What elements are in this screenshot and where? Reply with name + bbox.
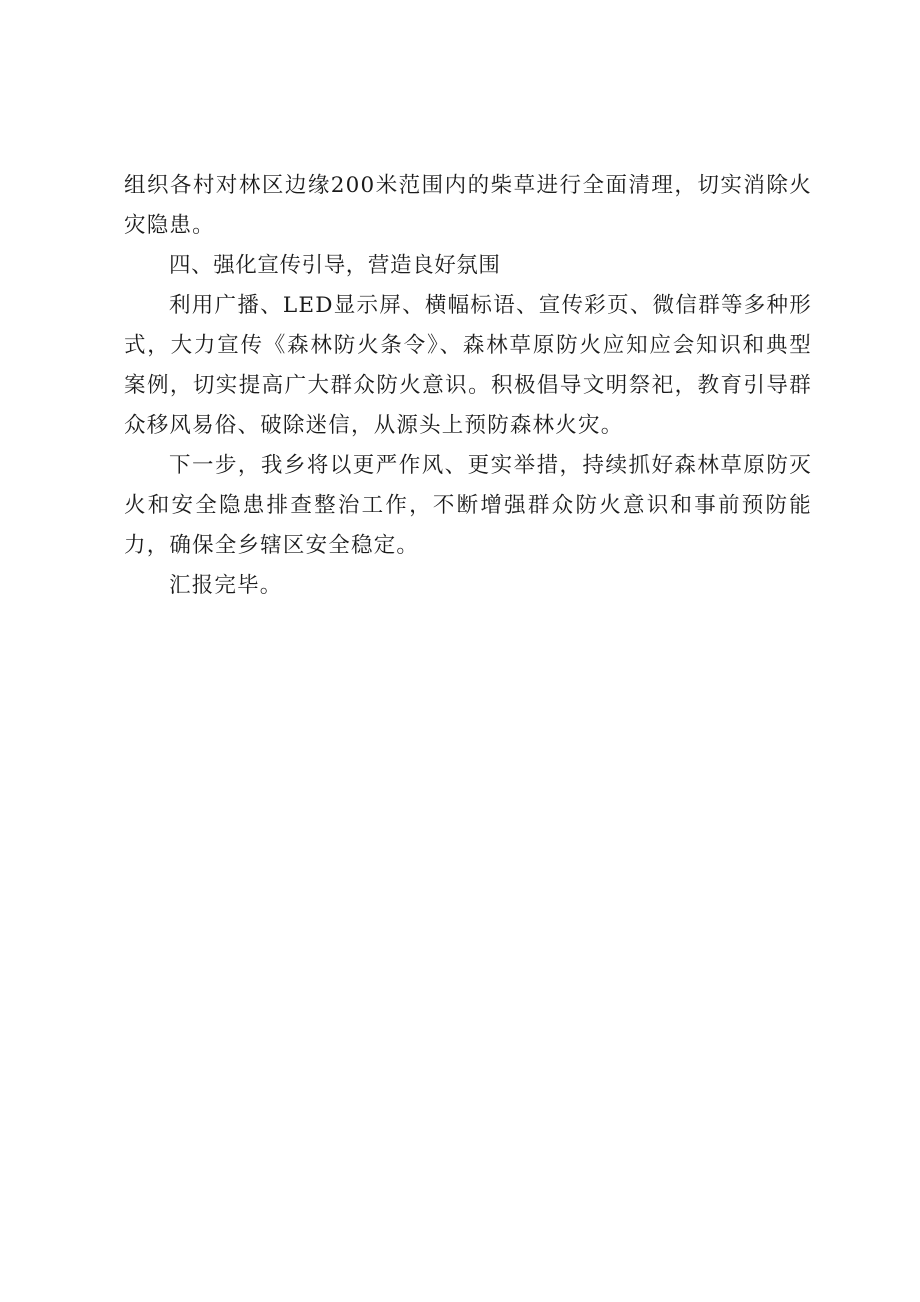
- section-heading: 四、强化宣传引导，营造良好氛围: [169, 253, 501, 278]
- paragraph-closing: 汇报完毕。: [169, 573, 283, 598]
- paragraph-next-steps: 下一步，我乡将以更严作风、更实举措，持续抓好森林草原防灭火和安全隐患排查整治工作，不断增强群众防火意识和事前预防能力，确保全乡辖区安全稳定。: [124, 453, 812, 558]
- paragraph-continuation: 组织各村对林区边缘200米范围内的柴草进行全面清理，切实消除火灾隐患。: [124, 173, 812, 238]
- paragraph-publicity: 利用广播、LED显示屏、横幅标语、宣传彩页、微信群等多种形式，大力宣传《森林防火条令》、森林草原防火应知应会知识和典型案例，切实提高广大群众防火意识。积极倡导文明祭祀，教育引导群众移风易俗、破除迷信，从源头上预防森林火灾。: [124, 293, 812, 438]
- document-body: [124, 166, 812, 606]
